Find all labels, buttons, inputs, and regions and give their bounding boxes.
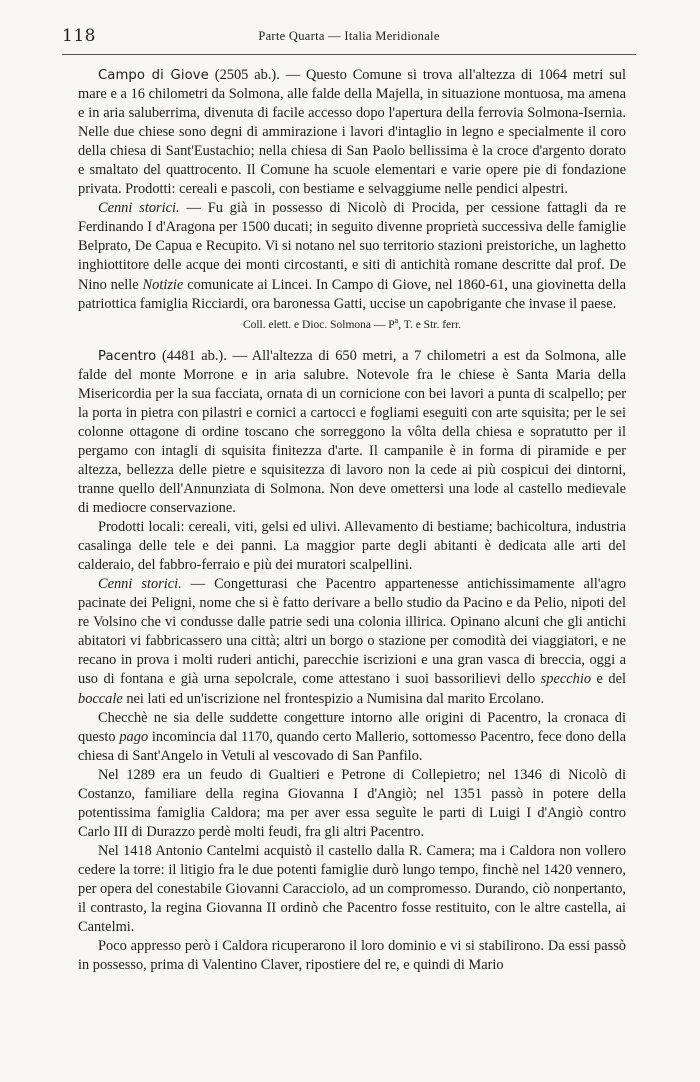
- cenni-label: Cenni storici.: [98, 576, 182, 593]
- paragraph-text: Checchè ne sia delle suddette congetture intorno alle origini di Pacentro, la cronaca di questo: [78, 709, 626, 745]
- body-text: [78, 66, 626, 975]
- italic-term: specchio: [540, 671, 592, 688]
- source-sup: a: [394, 315, 399, 325]
- paragraph-text: incomincia dal 1170, quando certo Mallerio, sottomesso Pacentro, fece dono della chiesa di Sant'Angelo in Vetuli al vescovado di San Panfilo.: [78, 728, 626, 764]
- entry-title: Pacentro: [98, 348, 157, 364]
- header-rule: [62, 54, 636, 55]
- population: (4481 ab.). —: [156, 347, 252, 364]
- entry-pacentro: [78, 347, 626, 518]
- prodotti-locali: Prodotti locali: cereali, viti, gelsi ed ulivi. Allevamento di bestiame; bachicoltura, industria casalinga delle tele e dei panni. La maggior parte degli abitanti è dedicata alle arti del calderaio, del fabbro-ferraio e più dei muratori scalpellini.: [78, 519, 626, 574]
- cenni-text: e del: [591, 671, 626, 688]
- paragraph-cronaca: [78, 709, 626, 766]
- italic-term: boccale: [78, 690, 123, 707]
- entry-campo-di-giove: [78, 66, 626, 199]
- cenni-text: comunicate ai Lincei. In Campo di Giove, nel 1860-61, una giovinetta della patriottica famiglia Ricciardi, ora baronessa Gatti, uccise un capobrigante che invase il paese.: [78, 276, 626, 312]
- running-title: Parte Quarta — Italia Meridionale: [258, 29, 440, 43]
- cenni-text: — Congetturasi che Pacentro appartenesse antichissimamente all'agro pacinate dei Peligni, nome che si è fatto derivare a bello studio da Pacino e da Pelio, nipoti del re Volsino che vi condusse dalle patrie sedi una colonia illirica. Opinano alcuni che gli antichi abitatori vi fabbricassero una città; altri un borgo o stazione per comodità dei viaggiatori, e ne recano in prova i molti ruderi antichi, parecchie iscrizioni e una gran vasca di breccia, oggi a uso di fontana e già urna sepolcrale, come attestano i suoi bassorilievi dello: [78, 576, 626, 688]
- cenni-text: nei lati ed un'iscrizione nel frontespizio a Numisina dal marito Ercolano.: [122, 690, 545, 707]
- paragraph-caldora: Poco appresso però i Caldora ricuperarono il loro dominio e vi si stabilirono. Da essi passò in possesso, prima di Valentino Claver, ripostiere del re, e quindi di Mario: [78, 938, 626, 974]
- page-number: 118: [62, 26, 96, 46]
- cenni-label: Cenni storici.: [98, 200, 180, 217]
- page-header: [62, 26, 636, 54]
- source-note: [78, 316, 626, 335]
- italic-term: Notizie: [142, 276, 184, 293]
- cenni-storici-campo: [78, 199, 626, 313]
- paragraph-feudi: Nel 1289 era un feudo di Gualtieri e Petrone di Collepietro; nel 1346 di Nicolò di Costanzo, familiare della regina Giovanna I d'Angiò; nel 1351 passò in potere della potentissima famiglia Caldora; ma per aver essa seguìte le parti di Luigi I d'Angiò contro Carlo III di Durazzo perdè molti feudi, fra gli altri Pacentro.: [78, 766, 626, 840]
- population: (2505 ab.). —: [208, 67, 307, 83]
- entry-description: Questo Comune si trova all'altezza di 1064 metri sul mare e a 16 chilometri da Solmona, alle falde della Majella, in situazione montuosa, ma amena e in aria saluberrima, divenuta di facile accesso dopo l'apertura della ferrovia Solmona-Isernia. Nelle due chiese sono degni di ammirazione i lavori d'intaglio in legno e specialmente il coro della chiesa di Sant'Eustachio; nella chiesa di San Paolo bellissima è la croce d'argento dorato e smaltato del quattrocento. Il Comune ha scuole elementari e varie opere pie di fondazione privata. Prodotti: cereali e pascoli, con bestiame e selvaggiume nelle pendici alpestri.: [78, 67, 626, 198]
- italic-term: pago: [119, 728, 149, 745]
- paragraph-cantelmi: Nel 1418 Antonio Cantelmi acquistò il castello dalla R. Camera; ma i Caldora non vollero cedere la torre: il litigio fra le due potenti famiglie durò lungo tempo, finchè nel 1420 vennero, per opera del conestabile Giovanni Caracciolo, ad un compromesso. Durando, ciò nonpertanto, il contrasto, la regina Giovanna II ordinò che Pacentro fosse restituito, con le altre castella, ai Cantelmi.: [78, 842, 626, 936]
- cenni-storici-pacentro: [78, 575, 626, 708]
- cenni-text: — Fu già in possesso di Nicolò di Procida, per cessione fattagli da re Ferdinando I d'Aragona per 1500 ducati; in seguito divenne proprietà successiva delle famiglie Belprato, De Capua e Recupito. Vi si notano nel suo territorio stazioni preistoriche, un laghetto inghiottitore delle acque dei monti circostanti, e siti di antichità romane descritte dal prof. De Nino nelle: [78, 200, 626, 293]
- entry-title: Campo di Giove: [98, 68, 209, 83]
- source-text: , T. e Str. ferr.: [398, 318, 462, 331]
- entry-description: All'altezza di 650 metri, a 7 chilometri a est da Solmona, alle falde del monte Morrone e in aria salubre. Notevole fra le chiese è Santa Maria della Misericordia per la sua facciata, ornata di un cornicione con bei lavori a punta di scalpello; per la porta in pietra con pilastri e cornici a cartocci e fogliami eseguiti con arte squisita; per le sei colonne ottagone di ordine toscano che sorreggono la vôlta della chiesa e sopratutto per il pergamo con intagli di squisita finitezza d'arte. Il campanile è in forma di piramide e per altezza, bellezza delle pietre e squisitezza di lavoro non la cede ai più cospicui dei dintorni, tranne quello dell'Annunziata di Solmona. Non deve omettersi una lode al castello medievale di mediocre conservazione.: [78, 347, 626, 517]
- source-text: Coll. elett. e Dioc. Solmona — P: [242, 318, 395, 331]
